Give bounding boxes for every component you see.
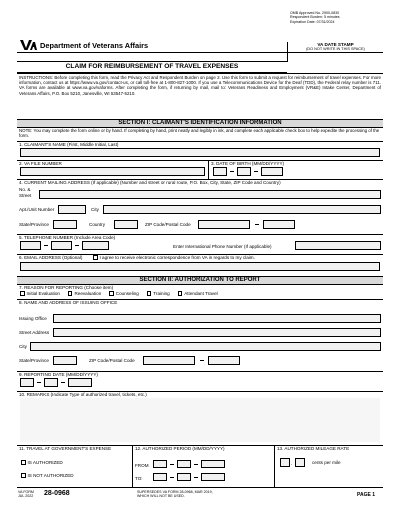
field-9-label: 9. REPORTING DATE (MM/DD/YYYY) — [19, 372, 98, 377]
separator — [61, 382, 65, 383]
field-10-label: 10. REMARKS (Indicate Type of authorized travel, tickets, etc.) — [19, 392, 147, 397]
country-label: Country — [89, 222, 106, 227]
field-12-label: 12. AUTHORIZED PERIOD (MM/DD/YYYY) — [135, 446, 225, 451]
mileage-fraction-input[interactable] — [295, 458, 305, 467]
field-8-label: 8. NAME AND ADDRESS OF ISSUING OFFICE — [19, 300, 118, 305]
email-consent-checkbox[interactable] — [93, 255, 98, 260]
issuing-street-input[interactable] — [53, 328, 381, 337]
separator — [44, 245, 48, 246]
separator — [170, 477, 174, 478]
separator — [200, 360, 204, 361]
date-stamp-note: (DO NOT WRITE IN THIS SPACE) — [306, 47, 365, 51]
report-year-input[interactable] — [68, 378, 92, 387]
reason-label: Initial Evaluation — [26, 291, 60, 296]
apt-input[interactable] — [58, 205, 86, 214]
state-label: State/Province — [19, 222, 49, 227]
form-page — [17, 8, 383, 512]
issuing-zip-ext-input[interactable] — [208, 356, 240, 365]
dob-day-input[interactable] — [237, 167, 251, 176]
va-logo-icon — [20, 39, 37, 51]
email-consent — [93, 255, 255, 260]
from-month-input[interactable] — [153, 460, 167, 468]
omb-number: OMB Approved No. 2900-0830 — [290, 11, 340, 15]
separator — [230, 171, 234, 172]
issuing-office-input[interactable] — [53, 314, 381, 323]
field-3-label: 3. DATE OF BIRTH (MM/DD/YYYY) — [211, 161, 285, 166]
agency-header — [20, 39, 148, 51]
is-authorized-label: IS AUTHORIZED — [27, 460, 63, 465]
decimal-point: . — [291, 461, 293, 467]
field-7-label: 7. REASON FOR REPORTING (Choose item) — [19, 285, 114, 290]
reason-label: Reevaluation — [74, 291, 102, 296]
separator — [194, 477, 198, 478]
not-authorized-checkbox[interactable] — [21, 473, 26, 478]
zip-ext-input[interactable] — [263, 220, 295, 229]
claimant-name-input[interactable] — [20, 148, 380, 157]
section-2-header: SECTION II: AUTHORIZATION TO REPORT — [17, 276, 383, 285]
cents-per-mile-label: cents per mile — [312, 460, 341, 465]
from-day-input[interactable] — [177, 460, 191, 468]
reason-label: Attendant Travel — [184, 291, 218, 296]
rule — [17, 487, 383, 488]
issuing-city-label: City — [19, 344, 27, 349]
field-2-label: 2. VA FILE NUMBER — [19, 161, 62, 166]
is-authorized-option — [21, 460, 63, 465]
field-1-label: 1. CLAIMANT'S NAME (First, Middle Initial, Last) — [19, 142, 119, 147]
remarks-textarea[interactable] — [20, 398, 380, 442]
no-street-label: No. & — [19, 187, 31, 192]
reason-checkbox[interactable] — [147, 291, 152, 296]
country-input[interactable] — [114, 220, 138, 229]
field-11-label: 11. TRAVEL AT GOVERNMENT'S EXPENSE — [19, 446, 112, 451]
reason-checkbox[interactable] — [68, 291, 73, 296]
instructions-text: INSTRUCTIONS: Before completing this form, read the Privacy Act and Respondent Burden on page 2. Use this form to submit a request for reimbursement of travel expenses. For more information, contact us at https://www.va.gov/contact-us, or call toll-free at 1-800-827-1000. If you use a Telecommunications Device for the Deaf (TDD), the Federal relay number is 711. VA forms are available at www.va.gov/vaforms. After completing the form, if returning by mail, mail to: Veterans Readiness and Employment (VR&E) Intake Center, Department of Veterans Affairs, P.O. Box 5210, Janesville, WI 53547-5210. — [19, 75, 381, 96]
city-input[interactable] — [103, 205, 381, 214]
issuing-zip-input[interactable] — [143, 356, 195, 365]
omb-expiration: Expiration Date: 07/31/2024 — [290, 19, 335, 24]
to-year-input[interactable] — [201, 473, 225, 481]
to-month-input[interactable] — [153, 473, 167, 481]
rule — [132, 445, 133, 487]
email-consent-label: I agree to receive electronic correspondence from VA in regards to my claim. — [99, 255, 255, 260]
zip-label: ZIP Code/Postal Code — [145, 222, 191, 227]
issuing-state-input[interactable] — [53, 356, 77, 365]
form-date: JUL 2022 — [18, 494, 34, 499]
form-number: 28-0968 — [44, 490, 70, 497]
footer-form-label — [18, 490, 34, 499]
report-month-input[interactable] — [20, 378, 34, 387]
phone-line-input[interactable] — [82, 241, 109, 250]
street-input[interactable] — [39, 190, 381, 199]
issuing-zip-label: ZIP Code/Postal Code — [89, 358, 135, 363]
reason-checkbox[interactable] — [109, 291, 114, 296]
section-1-note: NOTE: You may complete the form online or by hand. If completing by hand, print neatly and legibly in ink, and complete each applicable check box to help expedite the processing of the form. — [19, 128, 380, 139]
not-authorized-option — [21, 473, 74, 478]
mileage-cents-input[interactable] — [280, 458, 293, 467]
phone-area-input[interactable] — [20, 241, 41, 250]
issuing-office-label: Issuing Office — [19, 316, 47, 321]
page-number: PAGE 1 — [357, 492, 375, 498]
not-authorized-label: IS NOT AUTHORIZED — [27, 473, 74, 478]
field-4-label: 4. CURRENT MAILING ADDRESS (If applicable) (Number and street or rural route, P.O. Box, City, State, ZIP Code and Country) — [19, 180, 281, 185]
supersedes-line-1: SUPERSEDES VA FORM 28-0968, MAR 2019, — [137, 490, 213, 494]
rule — [208, 160, 209, 179]
supersedes-note — [137, 490, 213, 499]
separator — [37, 382, 41, 383]
va-form-text: VA FORM — [18, 490, 34, 494]
date-stamp-title: VA DATE STAMP — [317, 42, 354, 47]
state-input[interactable] — [53, 220, 77, 229]
zip-input[interactable] — [198, 220, 250, 229]
separator — [254, 171, 258, 172]
issuing-city-input[interactable] — [30, 342, 381, 351]
reason-label: Training — [153, 291, 170, 296]
rule — [274, 445, 275, 487]
reason-label: Counseling — [115, 291, 139, 296]
issuing-state-label: State/Province — [19, 358, 49, 363]
separator — [170, 464, 174, 465]
dob-month-input[interactable] — [213, 167, 227, 176]
street-label: Street — [19, 193, 32, 198]
reason-checkbox[interactable] — [20, 291, 25, 296]
separator — [255, 224, 259, 225]
title-rule — [17, 73, 383, 74]
from-year-input[interactable] — [201, 460, 225, 468]
from-label: FROM — [135, 463, 149, 468]
issuing-street-label: Street Address — [19, 330, 50, 335]
reason-checkbox[interactable] — [178, 291, 183, 296]
supersedes-line-2: WHICH WILL NOT BE USED. — [137, 494, 185, 499]
phone-prefix-input[interactable] — [51, 241, 72, 250]
header-rule — [17, 52, 383, 53]
omb-burden: Respondent Burden: 5 minutes — [290, 15, 340, 20]
intl-phone-input[interactable] — [295, 241, 381, 250]
va-file-number-input[interactable] — [20, 167, 205, 176]
email-input[interactable] — [20, 262, 380, 271]
dob-year-input[interactable] — [261, 167, 283, 176]
intl-phone-label: Enter International Phone Number (If applicable) — [173, 244, 272, 249]
to-day-input[interactable] — [177, 473, 191, 481]
field-13-label: 13. AUTHORIZED MILEAGE RATE — [277, 446, 350, 451]
is-authorized-checkbox[interactable] — [21, 460, 26, 465]
rule — [17, 160, 383, 161]
report-day-input[interactable] — [44, 378, 58, 387]
section-1-header: SECTION I: CLAIMANT'S IDENTIFICATION INFORMATION — [17, 119, 383, 128]
field-5-label: 5. TELEPHONE NUMBER (Include Area Code) — [19, 235, 116, 240]
omb-info — [290, 11, 340, 24]
apt-label: Apt./Unit Number — [19, 207, 55, 212]
to-label: TO: — [135, 476, 143, 481]
form-title: CLAIM FOR REIMBURSEMENT OF TRAVEL EXPENSES — [17, 61, 287, 73]
separator — [194, 464, 198, 465]
agency-name: Department of Veterans Affairs — [40, 40, 149, 50]
reason-options — [20, 291, 218, 296]
city-label: City — [91, 207, 99, 212]
field-6-label: 6. EMAIL ADDRESS (Optional) — [19, 255, 83, 260]
separator — [75, 245, 79, 246]
